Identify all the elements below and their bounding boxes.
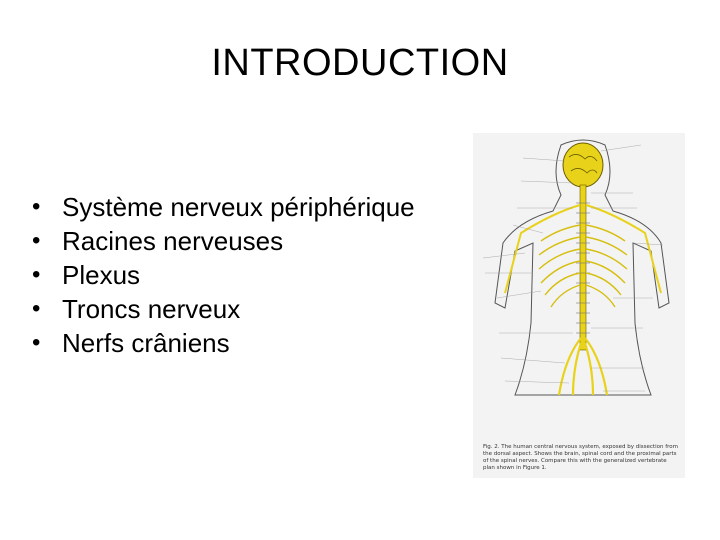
bullet-item: • Racines nerveuses (32, 224, 432, 258)
bullet-item: • Troncs nerveux (32, 292, 432, 326)
bullet-item: • Plexus (32, 258, 432, 292)
anatomy-drawing (473, 133, 685, 433)
slide-title: INTRODUCTION (211, 42, 509, 84)
bullet-item: • Système nerveux périphérique (32, 190, 432, 224)
figure-caption: Fig. 2. The human central nervous system, exposed by dissection from the dorsal aspect. Shows the brain, spinal cord and the proximal parts of the spinal nerves. Compare this with the generalized vertebrate plan shown in Figure 1. (483, 444, 678, 471)
bullet-item: • Nerfs crâniens (32, 326, 432, 360)
nervous-system-illustration (473, 133, 685, 478)
bullet-list (32, 190, 432, 360)
